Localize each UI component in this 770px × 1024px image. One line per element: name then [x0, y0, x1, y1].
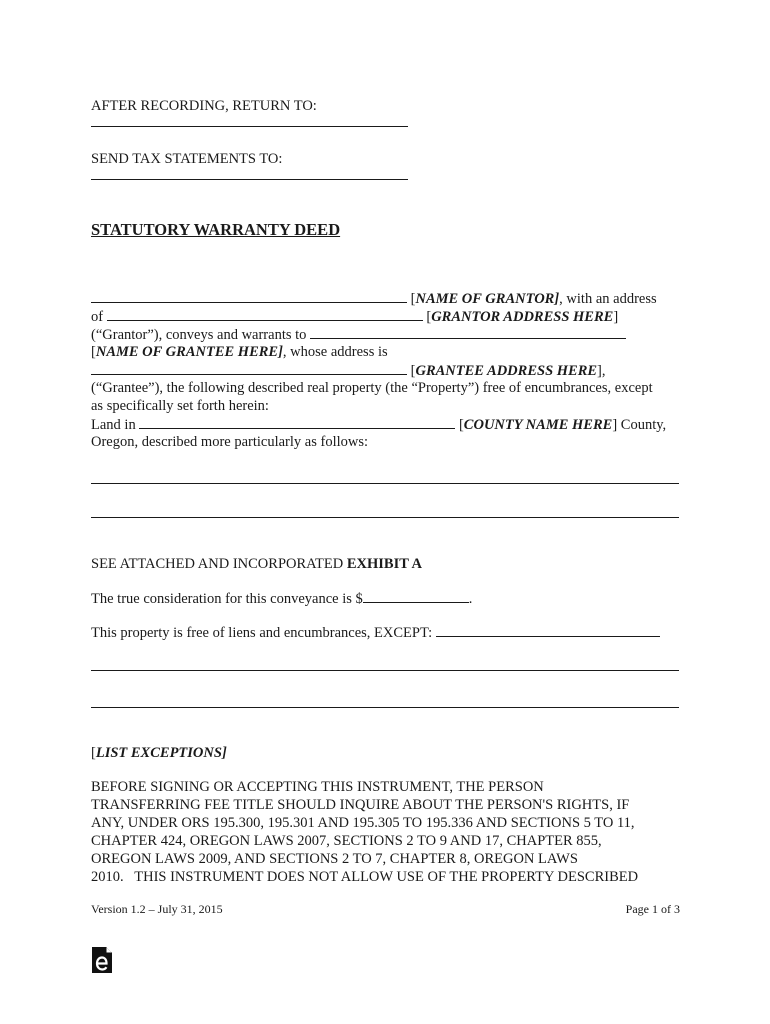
legal-description-blank-2[interactable] — [91, 517, 679, 518]
exhibit-prefix: SEE ATTACHED AND INCORPORATED — [91, 556, 344, 572]
after-recording-label: AFTER RECORDING, RETURN TO: — [91, 98, 317, 114]
liens-line — [91, 623, 660, 642]
notice-line: CHAPTER 424, OREGON LAWS 2007, SECTIONS 2 TO 9 AND 17, CHAPTER 855, — [91, 833, 602, 849]
document-title: STATUTORY WARRANTY DEED — [91, 220, 341, 239]
consideration-amount-blank[interactable] — [363, 589, 469, 603]
version-label: Version 1.2 – July 31, 2015 — [91, 902, 223, 916]
conveys-text: (“Grantor”), conveys and warrants to — [91, 327, 307, 343]
property-description-line: (“Grantee”), the following described real property (the “Property”) free of encumbrances, except — [91, 380, 653, 396]
send-tax-label: SEND TAX STATEMENTS TO: — [91, 151, 283, 167]
list-exceptions-placeholder: LIST EXCEPTIONS] — [95, 745, 227, 761]
county-suffix: ] County, — [612, 417, 667, 433]
grantee-conveys-blank[interactable] — [310, 325, 626, 339]
grantor-address-blank[interactable] — [107, 307, 423, 321]
exceptions-blank-1[interactable] — [91, 670, 679, 671]
notice-line: ANY, UNDER ORS 195.300, 195.301 AND 195.305 TO 195.336 AND SECTIONS 5 TO 11, — [91, 815, 635, 831]
grantee-address-blank[interactable] — [91, 361, 407, 375]
land-in-label: Land in — [91, 417, 136, 433]
exhibit-a-label: EXHIBIT A — [346, 556, 422, 572]
county-line: Land in [COUNTY NAME HERE] County, — [91, 417, 667, 433]
page-number: Page 1 of 3 — [625, 902, 680, 916]
notice-line: TRANSFERRING FEE TITLE SHOULD INQUIRE ABOUT THE PERSON'S RIGHTS, IF — [91, 797, 630, 813]
after-recording-blank[interactable] — [91, 126, 408, 127]
conveys-line — [91, 325, 626, 344]
grantee-address-intro: , whose address is — [282, 344, 388, 360]
oregon-line: Oregon, described more particularly as follows: — [91, 434, 369, 450]
grantor-name-placeholder: NAME OF GRANTOR] — [415, 291, 560, 307]
notice-line: OREGON LAWS 2009, AND SECTIONS 2 TO 7, CHAPTER 8, OREGON LAWS — [91, 851, 578, 867]
notice-line: BEFORE SIGNING OR ACCEPTING THIS INSTRUMENT, THE PERSON — [91, 779, 544, 795]
liens-exception-blank[interactable] — [436, 623, 660, 637]
grantor-address-placeholder: GRANTOR ADDRESS HERE — [431, 309, 614, 325]
property-forth-line: as specifically set forth herein: — [91, 398, 269, 414]
consideration-text: The true consideration for this conveyance is $ — [91, 591, 363, 607]
county-placeholder: COUNTY NAME HERE — [463, 417, 613, 433]
document-e-logo-icon — [91, 946, 113, 974]
liens-text: This property is free of liens and encumbrances, EXCEPT: — [91, 625, 433, 641]
exceptions-blank-2[interactable] — [91, 707, 679, 708]
grantee-address-close: ], — [597, 363, 606, 379]
consideration-line — [91, 589, 472, 608]
grantee-address-placeholder: GRANTEE ADDRESS HERE — [415, 363, 598, 379]
grantor-name-blank[interactable] — [91, 289, 407, 303]
list-exceptions-line: [LIST EXCEPTIONS] — [91, 745, 227, 761]
grantee-name-placeholder: NAME OF GRANTEE HERE] — [95, 344, 283, 360]
grantor-name-line: [NAME OF GRANTOR], with an address — [91, 289, 657, 308]
notice-line: 2010. THIS INSTRUMENT DOES NOT ALLOW USE OF THE PROPERTY DESCRIBED — [91, 869, 639, 885]
grantee-address-line: [GRANTEE ADDRESS HERE], — [91, 361, 606, 380]
legal-description-blank-1[interactable] — [91, 483, 679, 484]
of-label: of — [91, 309, 104, 325]
grantor-address-line: of [GRANTOR ADDRESS HERE] — [91, 309, 619, 325]
consideration-period: . — [468, 591, 473, 607]
grantor-address-intro: , with an address — [559, 291, 657, 307]
grantee-name-line: [NAME OF GRANTEE HERE], whose address is — [91, 344, 388, 360]
exhibit-line — [91, 555, 422, 573]
county-blank[interactable] — [139, 415, 455, 429]
send-tax-blank[interactable] — [91, 179, 408, 180]
